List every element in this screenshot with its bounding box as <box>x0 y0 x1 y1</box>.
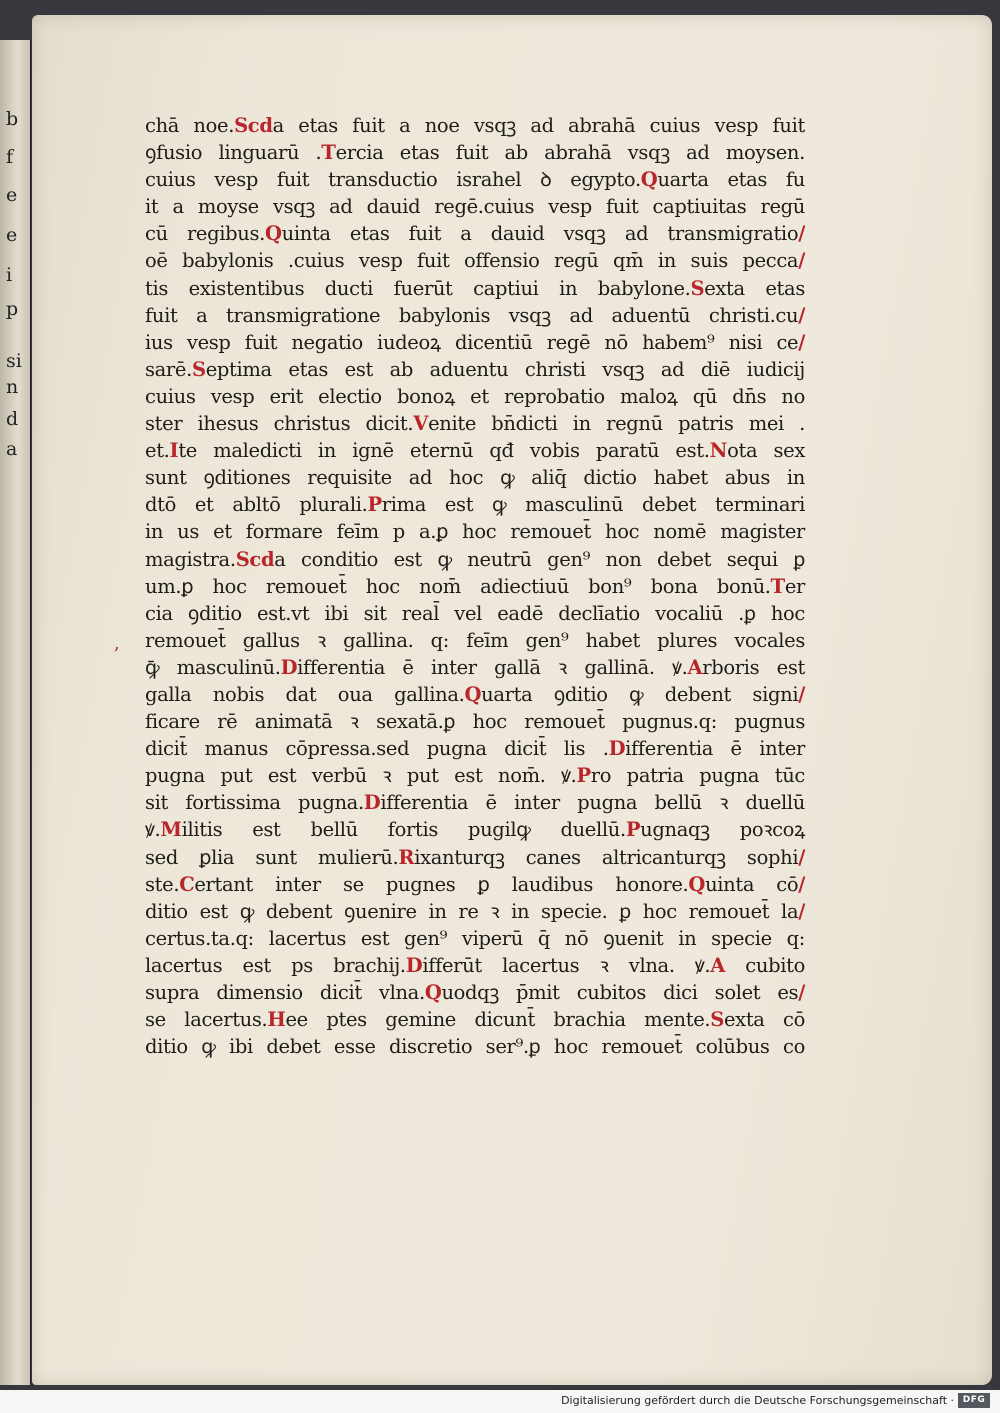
text-segment: ste. <box>145 872 180 896</box>
text-segment: te maledicti in ignē eternū qđ vobis paratū est. <box>178 439 710 463</box>
facing-page-edge <box>0 40 31 1385</box>
text-segment: ixanturqꝫ canes altricanturqꝫ sophi <box>414 845 799 869</box>
rubric-initial: S <box>690 276 705 300</box>
text-line <box>145 654 805 681</box>
rubric-initial: T <box>321 141 336 165</box>
page-text-block <box>145 112 805 1060</box>
text-segment: cuius vesp fuit transductio israhel ꝺ egypto. <box>145 168 641 192</box>
text-line <box>145 735 805 762</box>
text-segment: sunt ꝯditiones requisite ad hoc ꝙ aliq̄ dictio habet abus in <box>145 466 805 490</box>
text-segment: tis existentibus ducti fuerūt captiui in babylone. <box>145 276 691 300</box>
rubric-initial: / <box>798 303 805 327</box>
facing-page-fragment: f <box>6 146 14 168</box>
text-segment: chā noe. <box>145 114 235 137</box>
text-segment: exta cō <box>723 1008 806 1032</box>
text-line <box>145 302 805 329</box>
dfg-logo-icon[interactable]: DFG <box>958 1393 990 1408</box>
text-segment: a conditio est ꝙ neutrū gen⁹ non debet sequi ꝑ <box>274 547 805 571</box>
text-line <box>145 139 805 166</box>
rubric-initial: A <box>710 953 726 977</box>
text-segment: ꝯfusio linguarū . <box>145 141 322 165</box>
text-line <box>145 762 805 789</box>
text-segment: ster ihesus christus dicit. <box>145 412 414 436</box>
text-line <box>145 979 805 1006</box>
rubric-initial: H <box>267 1008 286 1032</box>
text-line <box>145 898 805 925</box>
rubric-initial: Q <box>688 872 706 896</box>
text-segment: pugna put est verbū ꝛ put est nom̄. ꝟ. <box>145 764 577 788</box>
text-segment: in us et formare feīm p a.ꝑ hoc remouet̄ hoc nomē magister <box>145 520 805 544</box>
rubric-initial: Scd <box>235 547 275 571</box>
facing-page-fragment: si <box>6 350 22 372</box>
funding-credit: Digitalisierung gefördert durch die Deutsche Forschungsgemeinschaft · <box>561 1394 954 1407</box>
text-segment: et. <box>145 439 170 463</box>
facing-page-fragment: a <box>6 438 18 460</box>
rubric-initial: M <box>160 818 182 842</box>
text-line <box>145 681 805 708</box>
rubric-initial: N <box>709 439 728 463</box>
text-line <box>145 789 805 816</box>
text-segment: rima est ꝙ masculinū debet terminari <box>381 493 805 517</box>
rubric-initial: D <box>363 791 381 815</box>
text-segment: lacertus est ps brachij. <box>145 953 406 977</box>
text-line <box>145 464 805 491</box>
text-segment: a etas fuit a noe vsqꝫ ad abrahā cuius vesp fuit <box>272 114 805 137</box>
rubric-initial: Q <box>424 981 442 1004</box>
rubric-initial: T <box>770 574 785 598</box>
rubric-initial: D <box>280 655 298 679</box>
rubric-initial: D <box>608 737 626 761</box>
text-segment: remouet̄ gallus ꝛ gallina. q: feīm gen⁹ habet plures vocales <box>145 628 805 652</box>
text-segment: cubito <box>725 953 805 977</box>
rubric-initial: Scd <box>234 114 273 137</box>
text-segment: rboris est <box>702 655 805 679</box>
text-segment: cia ꝯditio est.vt ibi sit real̄ vel eadē declīatio vocaliū .ꝑ hoc <box>145 601 805 625</box>
text-line <box>145 491 805 518</box>
rubric-initial: C <box>179 872 195 896</box>
rubric-initial: P <box>625 818 641 842</box>
text-line <box>145 437 805 464</box>
text-segment: cuius vesp erit electio bonoꝝ et reprobatio maloꝝ qū dn̄s no <box>145 384 805 408</box>
rubric-initial: Q <box>464 682 482 706</box>
text-segment: ficare rē animatā ꝛ sexatā.ꝑ hoc remouet̄ pugnus.q: pugnus <box>145 710 805 734</box>
rubric-initial: A <box>687 655 703 679</box>
text-segment: uinta etas fuit a dauid vsqꝫ ad transmigratio <box>281 222 799 246</box>
rubric-initial: S <box>710 1008 724 1032</box>
text-segment: sarē. <box>145 357 192 381</box>
rubric-initial: D <box>405 953 423 977</box>
text-segment: sed ꝑlia sunt mulierū. <box>145 845 399 869</box>
text-segment: dicit̄ manus cōpressa.sed pugna dicit̄ lis . <box>145 737 609 761</box>
text-line <box>145 193 805 220</box>
text-segment: cū regibus. <box>145 222 265 246</box>
text-segment: uarta etas fu <box>657 168 805 192</box>
text-segment: ro patria pugna tūc <box>590 764 805 788</box>
text-segment: se lacertus. <box>145 1008 268 1032</box>
text-segment: ifferentia ē inter <box>625 737 806 761</box>
text-line <box>145 410 805 437</box>
text-segment: ditio ꝙ ibi debet esse discretio ser⁹.ꝑ hoc remouet̄ colūbus co <box>145 1035 805 1059</box>
facing-page-fragment: b <box>6 108 19 130</box>
facing-page-fragment: e <box>6 184 18 206</box>
facing-page-fragment: n <box>6 376 19 398</box>
rubric-initial: I <box>169 439 179 463</box>
text-line <box>145 275 805 302</box>
text-line <box>145 112 805 139</box>
text-segment: uinta cō <box>705 872 799 896</box>
text-segment: ꝟ. <box>145 818 161 842</box>
text-segment: ifferentia ē inter pugna bellū ꝛ duellū <box>380 791 805 815</box>
text-segment: ius vesp fuit negatio iudeoꝝ dicentiū regē nō habem⁹ nisi ce <box>145 330 799 354</box>
text-segment: enite bn̄dicti in regnū patris mei . <box>428 412 806 436</box>
facing-page-fragment: e <box>6 224 18 246</box>
text-line <box>145 925 805 952</box>
manuscript-page <box>32 15 992 1385</box>
text-line <box>145 247 805 274</box>
facing-page-fragment: p <box>6 298 19 320</box>
text-segment: ota sex <box>727 439 805 463</box>
text-line <box>145 1033 805 1060</box>
text-segment: certus.ta.q: lacertus est gen⁹ viperū q̄ nō ꝯuenit in specie q: <box>145 926 805 950</box>
rubric-initial: Q <box>640 168 658 192</box>
text-segment: ugnaqꝫ poꝛcoꝝ <box>640 818 805 842</box>
rubric-initial: / <box>798 872 805 896</box>
text-segment: ilitis est bellū fortis pugilꝙ duellū. <box>181 818 626 842</box>
text-segment: ee ptes gemine dicunt̄ brachia mente. <box>285 1008 711 1032</box>
text-segment: eptima etas est ab aduentu christi vsqꝫ ad diē iudicij <box>205 357 805 381</box>
text-line <box>145 383 805 410</box>
text-segment: it a moyse vsqꝫ ad dauid regē.cuius vesp fuit captiuitas regū <box>145 195 805 219</box>
rubric-initial: / <box>798 682 805 706</box>
text-segment: ꝙ̄ masculinū. <box>145 655 281 679</box>
text-line <box>145 871 805 898</box>
text-segment: ditio est ꝙ debent ꝯuenire in re ꝛ in specie. ꝑ hoc remouet̄ la <box>145 899 799 923</box>
text-line <box>145 518 805 545</box>
facing-page-fragment: d <box>6 408 19 430</box>
rubric-initial: / <box>798 899 805 923</box>
text-segment: galla nobis dat oua gallina. <box>145 682 465 706</box>
text-segment: fuit a transmigratione babylonis vsqꝫ ad aduentū christi.cu <box>145 303 799 327</box>
text-segment: ifferūt lacertus ꝛ vlna. ꝟ. <box>422 953 711 977</box>
text-line <box>145 356 805 383</box>
rubric-initial: / <box>798 981 805 1004</box>
text-segment: um.ꝑ hoc remouet̄ hoc nom̄ adiectiuū bon⁹ bona bonū. <box>145 574 771 598</box>
footer-bar <box>0 1390 1000 1413</box>
rubric-initial: P <box>367 493 382 517</box>
text-segment: uodqꝫ p̄mit cubitos dici solet es <box>441 981 799 1004</box>
text-segment: er <box>784 574 805 598</box>
rubric-initial: Q <box>265 222 282 246</box>
text-segment: sit fortissima pugna. <box>145 791 364 815</box>
facing-page-fragment: i <box>6 264 13 286</box>
text-segment: ercia etas fuit ab abrahā vsqꝫ ad moysen. <box>335 141 805 165</box>
text-line <box>145 329 805 356</box>
text-line <box>145 220 805 247</box>
rubric-initial: / <box>798 249 805 273</box>
text-segment: exta etas <box>704 276 805 300</box>
margin-mark: , <box>114 633 120 654</box>
text-segment: dtō et abltō plurali. <box>145 493 368 517</box>
rubric-initial: / <box>798 845 805 869</box>
text-segment: ifferentia ē inter gallā ꝛ gallinā. ꝟ. <box>297 655 688 679</box>
text-line <box>145 166 805 193</box>
text-segment: supra dimensio dicit̄ vlna. <box>145 981 425 1004</box>
rubric-initial: / <box>798 330 805 354</box>
text-line <box>145 1006 805 1033</box>
text-line <box>145 546 805 573</box>
rubric-initial: R <box>398 845 415 869</box>
rubric-initial: S <box>191 357 206 381</box>
text-line <box>145 627 805 654</box>
text-line <box>145 600 805 627</box>
rubric-initial: P <box>576 764 591 788</box>
text-segment: ertant inter se pugnes ꝑ laudibus honore. <box>194 872 689 896</box>
rubric-initial: V <box>413 412 429 436</box>
text-segment: magistra. <box>145 547 236 571</box>
text-line <box>145 816 805 843</box>
text-segment: uarta ꝯditio ꝙ debent signi <box>481 682 799 706</box>
rubric-initial: / <box>798 222 805 246</box>
text-line <box>145 844 805 871</box>
text-line <box>145 708 805 735</box>
text-line <box>145 573 805 600</box>
text-segment: oē babylonis .cuius vesp fuit offensio regū qm̄ in suis pecca <box>145 249 799 273</box>
text-line <box>145 952 805 979</box>
